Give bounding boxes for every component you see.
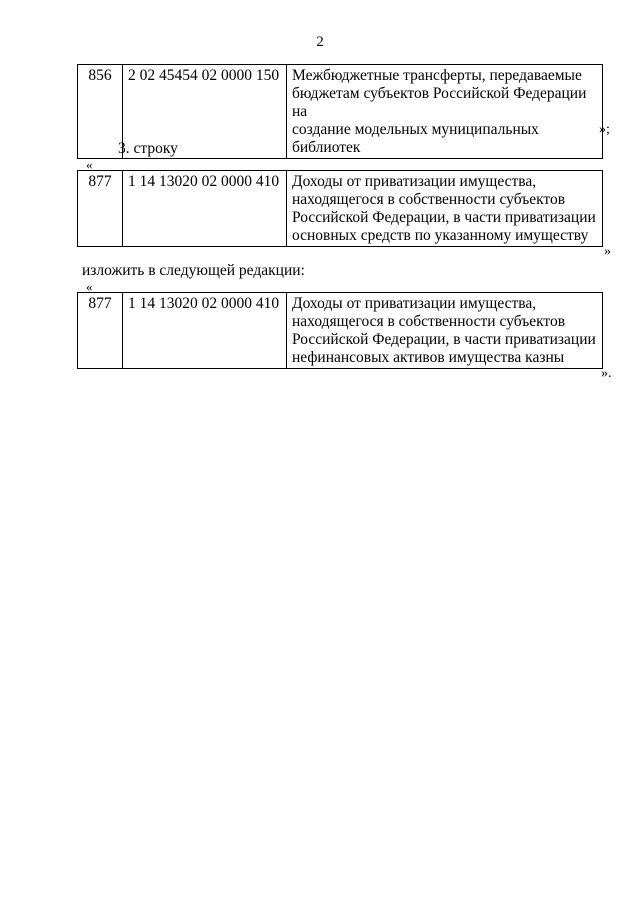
- closing-quote: »;: [599, 122, 610, 137]
- budget-table-877-old: [77, 170, 603, 247]
- description-line: нефинансовых активов имущества казны: [292, 349, 565, 366]
- opening-quote: «: [86, 157, 93, 172]
- description-line: Доходы от приватизации имущества,: [292, 173, 537, 190]
- table-row: [78, 293, 603, 369]
- description-cell: [287, 171, 603, 247]
- description-line: Доходы от приватизации имущества,: [292, 295, 537, 312]
- description-line: Российской Федерации, в части приватизации: [292, 331, 596, 348]
- closing-quote: ».: [601, 366, 612, 381]
- admin-code-cell: 877: [78, 293, 123, 369]
- description-cell: [287, 293, 603, 369]
- admin-code-cell: 856: [78, 65, 123, 159]
- instruction-text: изложить в следующей редакции:: [82, 262, 305, 279]
- kbk-code-cell: 2 02 45454 02 0000 150: [123, 65, 287, 159]
- page-number: 2: [316, 34, 324, 50]
- description-cell: [287, 65, 603, 159]
- opening-quote: «: [86, 279, 93, 294]
- admin-code-cell: 877: [78, 171, 123, 247]
- closing-quote: »: [604, 244, 611, 259]
- description-line: Российской Федерации, в части приватизации: [292, 209, 596, 226]
- table-row: [78, 171, 603, 247]
- description-line: бюджетам субъектов Российской Федерации на: [292, 85, 587, 120]
- description-line: Межбюджетные трансферты, передаваемые: [292, 67, 582, 84]
- kbk-code-cell: 1 14 13020 02 0000 410: [123, 171, 287, 247]
- kbk-code-cell: 1 14 13020 02 0000 410: [123, 293, 287, 369]
- item-label: 3. строку: [118, 140, 178, 157]
- budget-table-877-new: [77, 292, 603, 369]
- description-line: создание модельных муниципальных библиотек: [292, 121, 539, 156]
- description-line: основных средств по указанному имуществу: [292, 227, 589, 244]
- description-line: находящегося в собственности субъектов: [292, 191, 566, 208]
- description-line: находящегося в собственности субъектов: [292, 313, 566, 330]
